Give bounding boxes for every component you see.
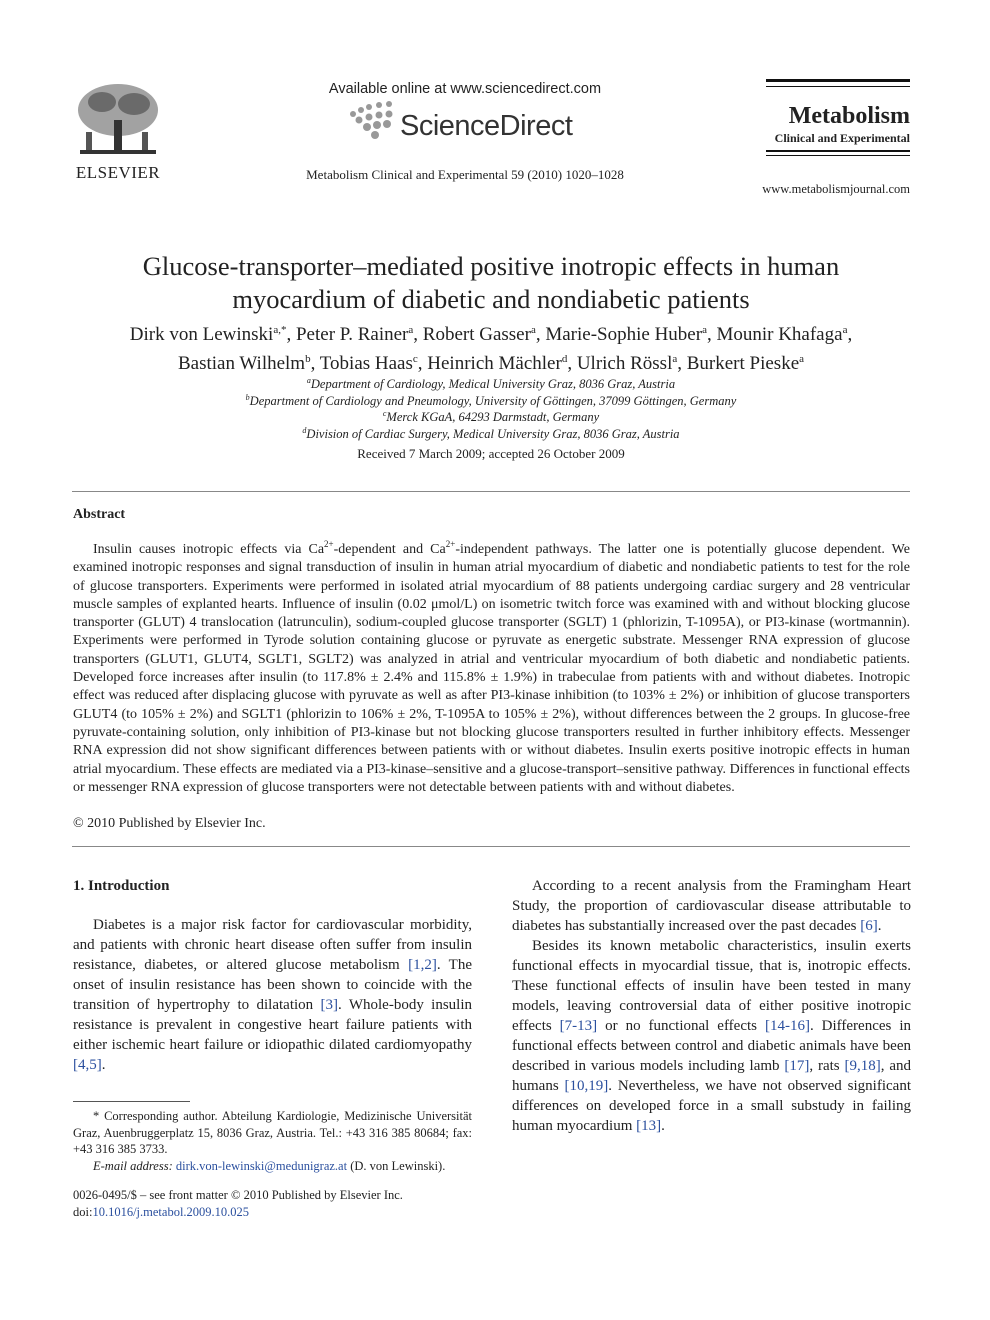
paragraph-text: .	[877, 918, 882, 934]
section-heading: 1. Introduction	[73, 878, 170, 894]
citation-link[interactable]: [6]	[860, 918, 878, 934]
author-name: Heinrich Mächler	[427, 353, 562, 374]
citation-link[interactable]: [14-16]	[764, 1018, 810, 1034]
author-affiliation-mark: a	[799, 353, 805, 365]
paragraph-text: .	[101, 1057, 106, 1073]
superscript: 2+	[324, 539, 334, 549]
article-title	[72, 250, 910, 316]
citation-link[interactable]: [3]	[320, 997, 339, 1013]
abstract-text-part: -independent pathways. The latter one is potentially glucose dependent. We examined inotropic responses and signal transduction of insulin in human atrial myocardium of diabetic and nondiabetic patients to test for the role of glucose transporters. Experiments were performed in isolated atrial myocardium of 88 patients undergoing cardiac surgery and 28 ventricular muscle samples of explanted hearts. Influence of insulin (0.02 μmol/L) on isometric twitch force was examined with and without blocking glucose transporter (GLUT) 4 translocation (latrunculin), sodium-coupled glucose transporter (SGLT) 1 (phlorizin, T-1095A), or PI3-kinase (wortmannin). Experiments were performed in Tyrode solution containing glucose or pyruvate as energetic substrate. Messenger RNA expression of glucose transporters (GLUT1, GLUT4, SGLT1, SGLT2) was analyzed in atrial and ventricular myocardium of both diabetic and nondiabetic patients. Developed force increases after insulin (to 117.8% ± 2.4% and 115.8% ± 1.9%) in trabeculae from patients with and without diabetes. Inotropic effect was reduced after displacing glucose with pyruvate as well as after PI3-kinase inhibition (to 103% ± 2%) or inhibition of glucose transporters GLUT4 (to 105% ± 2%) and SGLT1 (phlorizin to 106% ± 2%, T-1095A to 105% ± 2%), without differences between the 2 groups. In glucose-free pyruvate-containing solution, only inhibition of PI3-kinase but not blocking glucose transporters resulted in further inhibitory effects. Messenger RNA expression did not show significant differences between patients with or without diabetes. Insulin exerts positive inotropic effects in human atrial myocardium. These effects are mediated via a PI3-kinase–sensitive and a glucose-transport–sensitive pathway. Differences in functional effects or messenger RNA expression of glucose transporters were not detectable between patients with and without diabetes.	[73, 542, 910, 795]
title-line: Glucose-transporter–mediated positive inotropic effects in human	[142, 251, 840, 281]
footnote	[73, 1108, 472, 1174]
header-rule	[766, 150, 910, 152]
author-line: Bastian Wilhelm$^b$, Tobias Haas$^c$, Heinrich Mächler$^d$, Ulrich Rössl$^a$, Burkert Pieske$^a$	[177, 353, 805, 374]
body-column-right	[512, 876, 911, 1136]
author-affiliation-mark: a	[530, 324, 536, 336]
title-line: myocardium of diabetic and nondiabetic patients	[232, 284, 750, 314]
author-line: Dirk von Lewinski$^{a,*}$, Peter P. Rainer$^a$, Robert Gasser$^a$, Marie-Sophie Huber$^a$, Mounir Khafaga$^a$,	[129, 324, 853, 345]
section-divider	[72, 491, 910, 492]
paragraph-text: , rats	[809, 1058, 845, 1074]
author-affiliation-mark: a,*	[273, 324, 287, 336]
paragraph-text: . Differences in functional effects between control and diabetic animals have been described in various models including lamb	[512, 1018, 911, 1074]
author-name: Ulrich Rössl	[576, 353, 673, 374]
author-affiliation-mark: b	[305, 353, 311, 365]
author-name: Bastian Wilhelm	[177, 353, 306, 374]
paragraph-text: , and humans	[512, 1058, 911, 1094]
section-divider	[72, 846, 910, 847]
sciencedirect-wordmark: ScienceDirect	[400, 110, 573, 142]
affiliation	[72, 426, 910, 443]
doi-label: doi:	[73, 1204, 93, 1219]
issn-line: 0026-0495/$ – see front matter © 2010 Published by Elsevier Inc.	[73, 1188, 403, 1202]
issn-block	[73, 1187, 493, 1220]
affiliation-mark: a	[306, 376, 311, 385]
affiliation-text: Division of Cardiac Surgery, Medical University Graz, 8036 Graz, Austria	[306, 427, 680, 442]
header-rule	[766, 79, 910, 82]
paragraph-text: . Whole-body insulin resistance is prevalent in congestive heart failure patients with either ischemic heart failure or idiopathic dilated cardiomyopathy	[73, 997, 472, 1053]
citation-link[interactable]: [7-13]	[559, 1018, 598, 1034]
paragraph-text: . Nevertheless, we have not observed significant differences on developed force in a small substudy in failing human myocardium	[512, 1078, 911, 1134]
affiliation-mark: d	[302, 426, 307, 436]
paragraph-text: . The onset of insulin resistance has been shown to coincide with the transition of hypertrophy to dilatation	[73, 957, 472, 1013]
citation-link[interactable]: [10,19]	[564, 1078, 609, 1094]
received-dates: Received 7 March 2009; accepted 26 October 2009	[357, 446, 625, 461]
header-rule	[766, 155, 910, 156]
email-label: E-mail address:	[93, 1158, 173, 1173]
author-affiliation-mark: a	[672, 353, 678, 365]
journal-citation: Metabolism Clinical and Experimental 59 (2010) 1020–1028	[306, 167, 624, 182]
elsevier-tree-logo	[72, 80, 164, 162]
abstract-text-part: -dependent and Ca	[333, 542, 446, 557]
affiliation-mark: c	[382, 409, 387, 419]
affiliations	[72, 376, 910, 443]
paragraph-text: Besides its known metabolic characteristics, insulin exerts functional effects in myocardial tissue, that is, inotropic effects. These functional effects of insulin have been tested in many models, leaving controversial data of either positive inotropic effects	[512, 938, 911, 1034]
author-name: Mounir Khafaga	[716, 324, 843, 345]
copyright: © 2010 Published by Elsevier Inc.	[73, 816, 266, 831]
paragraph-text: According to a recent analysis from the Framingham Heart Study, the proportion of cardiovascular disease attributable to diabetes has substantially increased over the past decades	[512, 878, 911, 934]
affiliation-text: Department of Cardiology and Pneumology, University of Göttingen, 37099 Göttingen, Germany	[249, 393, 737, 408]
citation-link[interactable]: [13]	[636, 1118, 662, 1134]
journal-url[interactable]: www.metabolismjournal.com	[762, 182, 910, 196]
paragraph-text: or no functional effects	[597, 1018, 765, 1034]
author-affiliation-mark: a	[408, 324, 414, 336]
affiliation-text: Merck KGaA, 64293 Darmstadt, Germany	[386, 410, 600, 425]
publisher-name: ELSEVIER	[75, 163, 161, 182]
citation-link[interactable]: [1,2]	[408, 957, 437, 973]
citation-link[interactable]: [17]	[784, 1058, 810, 1074]
author-name: Peter P. Rainer	[295, 324, 409, 345]
author-list	[60, 320, 922, 378]
header-rule	[766, 86, 910, 87]
paragraph-text: .	[661, 1118, 665, 1134]
superscript: 2+	[445, 539, 456, 549]
abstract-heading: Abstract	[73, 507, 126, 522]
affiliation	[72, 376, 910, 393]
doi-link[interactable]: 10.1016/j.metabol.2009.10.025	[92, 1204, 250, 1219]
author-name: Dirk von Lewinski	[129, 324, 274, 345]
doi-line	[73, 1204, 493, 1221]
affiliation	[72, 393, 910, 410]
author-name: Burkert Pieske	[686, 353, 800, 374]
journal-subtitle: Clinical and Experimental	[774, 131, 910, 145]
affiliation-mark: b	[245, 392, 250, 402]
paragraph	[512, 936, 911, 1136]
citation-link[interactable]: [4,5]	[73, 1057, 102, 1073]
author-affiliation-mark: a	[702, 324, 707, 336]
affiliation	[72, 409, 910, 426]
author-affiliation-mark: d	[561, 353, 568, 365]
body-column-left	[73, 915, 472, 1075]
abstract-text-part: Insulin causes inotropic effects via Ca	[93, 542, 325, 557]
email-link[interactable]: dirk.von-lewinski@medunigraz.at	[175, 1158, 348, 1173]
available-online-text: Available online at www.sciencedirect.com	[328, 81, 602, 97]
corresponding-author-note: * Corresponding author. Abteilung Kardiologie, Medizinische Universität Graz, Auenbruggerplatz 15, 8036 Graz, Austria. Tel.: +43 316 385 80684; fax: +43 316 385 3733.	[73, 1109, 472, 1156]
journal-title: Metabolism	[788, 103, 910, 129]
author-name: Marie-Sophie Huber	[545, 324, 703, 345]
paragraph	[73, 915, 472, 1075]
citation-link[interactable]: [9,18]	[844, 1058, 881, 1074]
author-name: Robert Gasser	[422, 324, 531, 345]
email-suffix: (D. von Lewinski).	[347, 1158, 446, 1173]
author-name: Tobias Haas	[319, 353, 413, 374]
paragraph-text: Diabetes is a major risk factor for cardiovascular morbidity, and patients with chronic heart disease often suffer from insulin resistance, diabetes, or altered glucose metabolism	[73, 917, 472, 973]
author-affiliation-mark: a	[842, 324, 848, 336]
author-affiliation-mark: c	[412, 353, 418, 365]
email-note	[73, 1158, 472, 1175]
affiliation-text: Department of Cardiology, Medical University Graz, 8036 Graz, Austria	[310, 377, 676, 391]
paragraph	[512, 876, 911, 936]
footnote-rule	[73, 1101, 190, 1102]
abstract-text	[73, 541, 910, 797]
